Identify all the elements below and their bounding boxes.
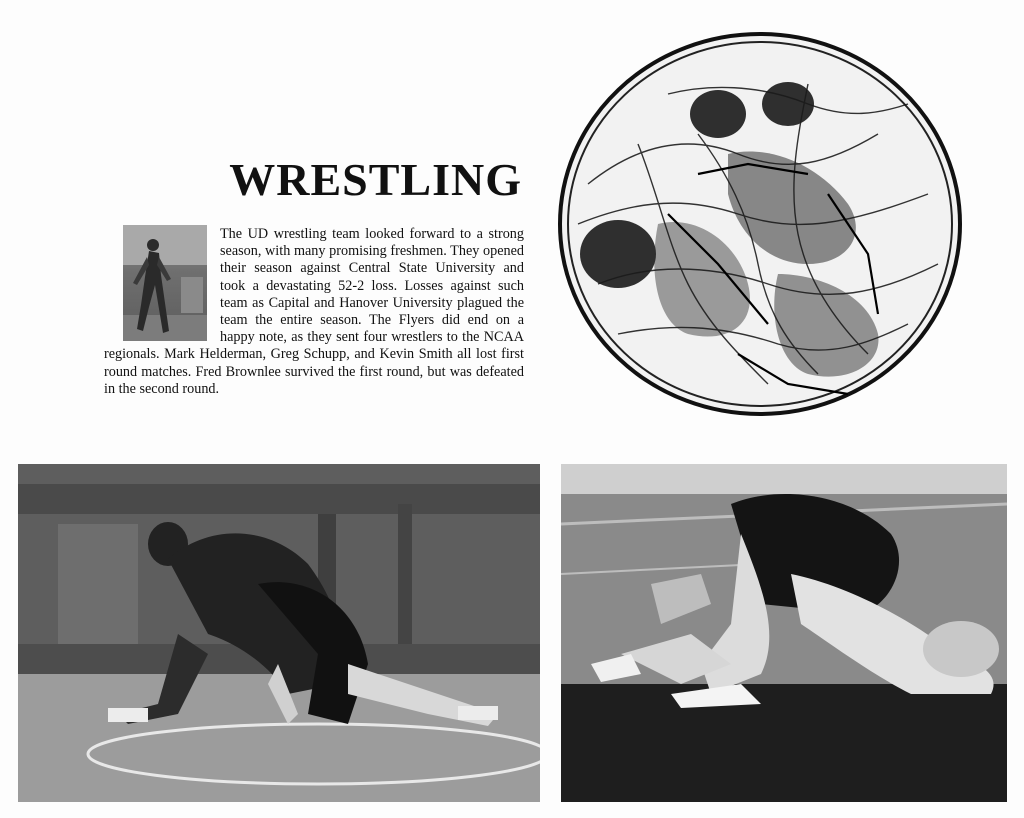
page-title: WRESTLING (229, 154, 522, 205)
wrestlers-sketch-illustration (548, 24, 972, 420)
wrestling-match-photo-right (561, 464, 1007, 802)
wrestling-match-photo-left (18, 464, 540, 802)
article-body: The UD wrestling team looked forward to a strong season, with many promising freshmen. They opened their season against Central State University and took a devastating 52-2 loss. Losses against such team as Capital and Hanover University plagued the team the entire season. The Flyers did end on a happy note, as they sent four wrestlers to the NCAA regionals. Mark Helderman, Greg Schupp, and Kevin Smith all lost first round matches. Fred Brownlee survived the first round, but was defeated in the second round. (104, 226, 524, 397)
